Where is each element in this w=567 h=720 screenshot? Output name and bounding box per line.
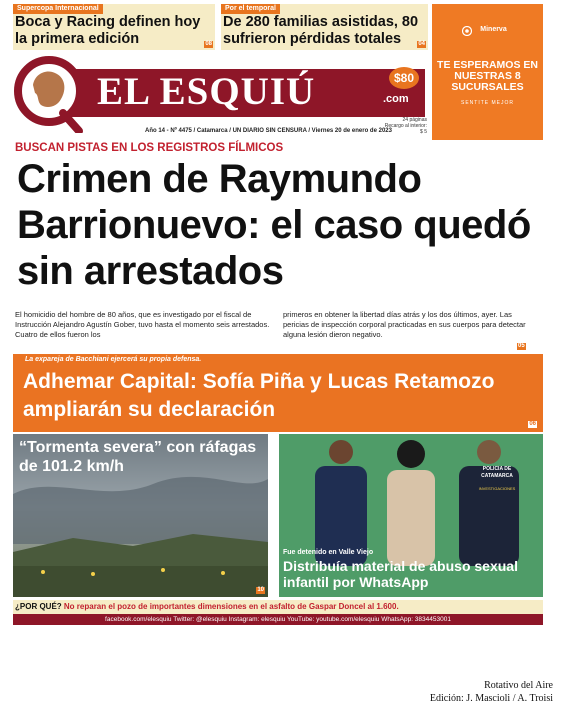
second-headline: Adhemar Capital: Sofía Piña y Lucas Retamozo ampliarán su declaración: [23, 370, 495, 421]
ad-brand: Minerva: [480, 26, 507, 33]
main-body-left: El homicidio del hombre de 80 años, que es investigado por el fiscal de Instrucción Alejandro Agustín Gober, tuvo hasta el momento seis arrestados. Cuatro de ellos fueron los: [15, 310, 270, 339]
credit-line-2: Edición: J. Mascioli / A. Troisi: [429, 693, 553, 704]
storm-photo[interactable]: [13, 434, 268, 597]
arrest-kicker: Fue detenido en Valle Viejo: [283, 549, 374, 556]
vest-text: POLICIA DE CATAMARCA: [481, 466, 513, 479]
social-footer: facebook.com/elesquiu Twitter: @elesquiu Instagram: elesquiu YouTube: youtube.com/elesquiu WhatsApp: 3834453001: [13, 614, 543, 625]
main-kicker: BUSCAN PISTAS EN LOS REGISTROS FÍLMICOS: [15, 142, 284, 154]
ad-tagline: SENTITE MEJOR: [460, 100, 514, 106]
newspaper-front-page: [13, 4, 543, 624]
page-number: 08: [205, 41, 212, 47]
second-story-band[interactable]: [13, 354, 543, 432]
main-headline[interactable]: Crimen de Raymundo Barrionuevo: el caso quedó sin arrestados: [17, 157, 531, 293]
porque-text: No reparan el pozo de importantes dimensiones en el asfalto de Gaspar Doncel al 1.600.: [63, 602, 399, 611]
q-logo-icon: [13, 55, 87, 133]
page-number: 04: [418, 41, 425, 47]
teaser-sports[interactable]: [13, 4, 215, 50]
issue-line: Año 14 - Nº 4475 / Catamarca / UN DIARIO SIN CENSURA / Viernes 20 de enero de 2023: [145, 128, 392, 134]
teaser-kicker: Supercopa Internacional: [13, 4, 103, 14]
page-number: 06: [529, 421, 536, 427]
storm-headline: “Tormenta severa” con ráfagas de 101.2 km/h: [19, 439, 257, 475]
porque-strip[interactable]: [13, 600, 543, 614]
price-badge: $80: [389, 67, 419, 89]
masthead-name: EL ESQUIÚ: [97, 70, 316, 113]
main-body-right: primeros en obtener la libertad días atrás y los dos últimos, ayer. Las pericias de inspección corporal practicadas en sus cuerpos para detectar alguna lesión dieron negativo.: [283, 310, 526, 339]
credit-line-1: Rotativo del Aire: [484, 680, 553, 691]
masthead: [13, 55, 428, 133]
minerva-ad[interactable]: [432, 4, 543, 140]
teaser-headline: Boca y Racing definen hoy la primera edición: [15, 14, 201, 47]
vest-subtext: INVESTIGACIONES: [478, 486, 516, 491]
arrest-photo[interactable]: [279, 434, 543, 597]
second-kicker: La expareja de Bacchiani ejercerá su propia defensa.: [25, 356, 202, 363]
teaser-kicker: Por el temporal: [221, 4, 280, 14]
page-number: 05: [518, 343, 525, 349]
masthead-domain: .com: [383, 93, 409, 105]
teaser-weather[interactable]: [221, 4, 428, 50]
arrest-headline: Distribuía material de abuso sexual infantil por WhatsApp: [283, 558, 518, 590]
teaser-headline: De 280 familias asistidas, 80 sufrieron pérdidas totales: [223, 14, 419, 47]
pages-note: 24 páginas Recargo al interior: $ 5: [384, 117, 427, 135]
page-number: 10: [257, 587, 264, 593]
ad-message: TE ESPERAMOS EN NUESTRAS 8 SUCURSALES: [437, 59, 538, 93]
porque-label: ¿POR QUÉ?: [15, 602, 62, 611]
